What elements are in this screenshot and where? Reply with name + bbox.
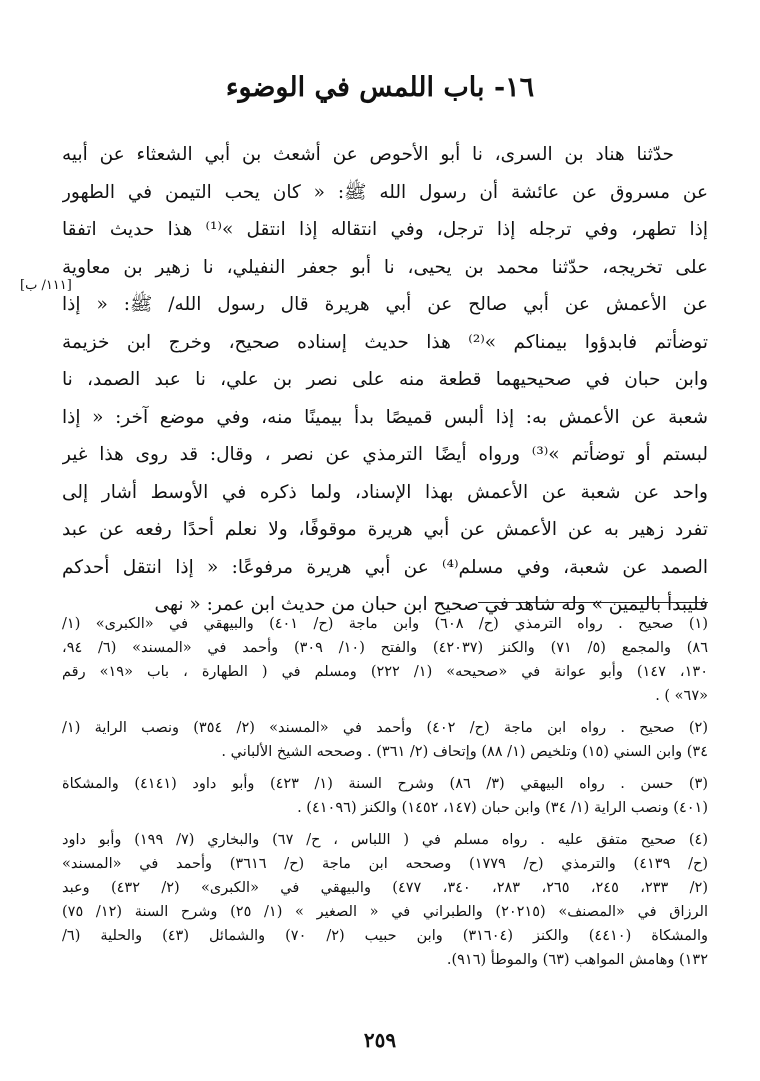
main-text <box>62 136 708 624</box>
footnote-line: (٢/ ٢٣٣، ٢٤٥، ٢٦٥، ٢٨٣، ٣٤٠، ٤٧٧) والبيهقي في «الكبرى» (٢/ ٤٣٢) وعبد <box>62 880 708 896</box>
text-line: واحد عن شعبة عن الأعمش بهذا الإسناد، ولما ذكره في الأوسط أشار إلى <box>62 481 708 503</box>
footnote-line: ٨٦) والمجمع (٥/ ٧١) والكنز (٤٢٠٣٧) والفتح (١٠/ ٣٠٩) وأحمد في «المسند» (٦/ ٩٤، <box>62 640 708 656</box>
footnote-1 <box>62 612 708 708</box>
text-line: تفرد زهير به عن الأعمش عن أبي هريرة موقوفًا، ولا نعلم أحدًا رفعه عن عبد <box>62 519 708 540</box>
footnotes <box>62 612 708 980</box>
footnote-line: ٣٤) وابن السني (١٥) وتلخيص (١/ ٨٨) وإتحاف (٢/ ٣٦١) . وصححه الشيخ الألباني . <box>221 744 708 760</box>
footnote-separator <box>478 602 708 603</box>
text-line: عن مسروق عن عائشة أن رسول الله ﷺ: « كان يحب التيمن في الطهور <box>62 181 708 203</box>
text-line: إذا تطهر، وفي ترجله إذا ترجل، وفي انتقاله إذا انتقل »⁽¹⁾ هذا حديث اتفقا <box>62 219 708 240</box>
footnote-line: «٦٧» ) . <box>655 688 708 704</box>
text-line: وابن حبان في صحيحيهما قطعة منه على نصر بن علي، نا عبد الصمد، نا <box>62 369 708 390</box>
footnote-3 <box>62 772 708 820</box>
margin-folio-note: [١١١/ ب] <box>20 278 72 293</box>
footnote-line: والمشكاة (٤٤١٠) والكنز (٣١٦٠٤) وابن حبيب (٢/ ٧٠) والشمائل (٤٣) والحلية (٦/ <box>62 928 708 944</box>
text-line: شعبة عن الأعمش به: إذا ألبس قميصًا بدأ بيمينًا منه، وفي موضع آخر: « إذا <box>62 406 708 428</box>
footnote-line: الرزاق في «المصنف» (٢٠٢١٥) والطبراني في « الصغير » (١/ ٢٥) وشرح السنة (١٢/ ٧٥) <box>62 904 708 920</box>
footnote-line: (١) صحيح . رواه الترمذي (ح/ ٦٠٨) وابن ماجة (ح/ ٤٠١) والبيهقي في «الكبرى» (١/ <box>62 616 708 632</box>
footnote-4 <box>62 828 708 972</box>
footnote-line: (٤٠١) ونصب الراية (١/ ٣٤) وابن حبان (١٤٧، ١٤٥٢) والكنز (٤١٠٩٦) . <box>297 800 708 816</box>
footnote-line: (٤) صحيح متفق عليه . رواه مسلم في ( اللباس ، ح/ ٦٧) والبخاري (٧/ ١٩٩) وأبو داود <box>62 832 708 848</box>
page-number: ٢٥٩ <box>363 1028 397 1052</box>
text-line: توضأتم فابدؤوا بيمناكم »⁽²⁾ هذا حديث إسناده صحيح، وخرج ابن خزيمة <box>62 331 708 353</box>
text-line: على تخريجه، حدّثنا محمد بن يحيى، نا أبو جعفر النفيلي، نا زهير بن معاوية <box>62 256 708 278</box>
chapter-title: ١٦- باب اللمس في الوضوء <box>225 72 535 103</box>
text-line: عن الأعمش عن أبي صالح عن أبي هريرة قال رسول الله/ ﷺ: « إذا <box>62 294 708 315</box>
footnote-line: (٣) حسن . رواه البيهقي (٣/ ٨٦) وشرح السنة (١/ ٤٢٣) وأبو داود (٤١٤١) والمشكاة <box>62 776 708 792</box>
footnote-2 <box>62 716 708 764</box>
footnote-line: (ح/ ٤١٣٩) والترمذي (ح/ ١٧٧٩) وصححه ابن ماجة (ح/ ٣٦١٦) وأحمد في «المسند» <box>62 856 708 872</box>
footnote-line: (٢) صحيح . رواه ابن ماجة (ح/ ٤٠٢) وأحمد في «المسند» (٢/ ٣٥٤) ونصب الراية (١/ <box>62 720 708 736</box>
text-line: لبستم أو توضأتم »⁽³⁾ ورواه أيضًا الترمذي عن نصر ، وقال: قد روى هذا غير <box>62 444 708 465</box>
text-line: فليبدأ باليمين » وله شاهد في صحيح ابن حبان من حديث ابن عمر: « نهى <box>154 594 708 615</box>
footnote-line: ١٣٢) وهامش المواهب (٦٣) والموطأ (٩١٦). <box>446 952 708 968</box>
text-line: حدّثنا هناد بن السرى، نا أبو الأحوص عن أشعث بن أبي الشعثاء عن أبيه <box>62 144 674 165</box>
footnote-line: ١٣٠، ١٤٧) وأبو عوانة في «صحيحه» (١/ ٢٢٢) ومسلم في ( الطهارة ، باب «١٩» رقم <box>62 664 708 680</box>
text-line: الصمد عن شعبة، وفي مسلم⁽⁴⁾ عن أبي هريرة مرفوعًا: « إذا انتقل أحدكم <box>62 556 708 578</box>
